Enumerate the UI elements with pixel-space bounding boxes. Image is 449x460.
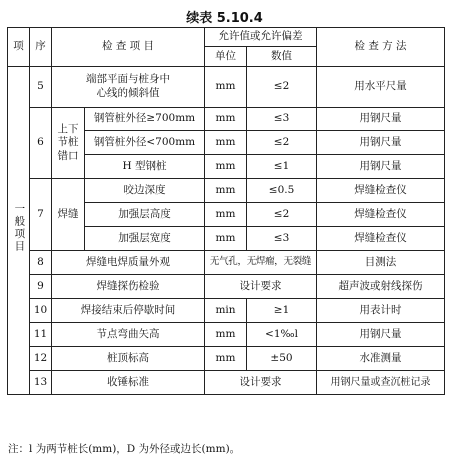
header-check-item: 检 查 项 目 (52, 28, 205, 67)
value-cell: ≤0.5 (247, 179, 317, 203)
item-cell: 桩顶标高 (52, 347, 205, 371)
table-row (8, 323, 445, 347)
table-row (8, 179, 445, 203)
seq-cell: 5 (30, 67, 52, 108)
unit-cell: mm (205, 347, 247, 371)
item-cell: 焊缝探伤检验 (52, 275, 205, 299)
value-cell: ±50 (247, 347, 317, 371)
group-label-cell (8, 67, 30, 395)
header-row-1 (8, 28, 445, 47)
header-seq: 序 (30, 28, 52, 67)
subgroup-cell: 上下节桩错口 (52, 108, 85, 179)
value-cell: ≤2 (247, 131, 317, 155)
item-cell: 加强层高度 (85, 203, 205, 227)
value-cell: ≤1 (247, 155, 317, 179)
seq-cell: 8 (30, 251, 52, 275)
item-cell: 节点弯曲矢高 (52, 323, 205, 347)
table-row (8, 275, 445, 299)
value-cell: ≤2 (247, 67, 317, 108)
item-cell: 焊接结束后停歇时间 (52, 299, 205, 323)
item-cell: 收锤标准 (52, 371, 205, 395)
table-title: 续表 5.10.4 (186, 11, 263, 26)
method-cell: 用表计时 (317, 299, 445, 323)
unit-cell: mm (205, 227, 247, 251)
seq-cell: 6 (30, 108, 52, 179)
item-cell: 加强层宽度 (85, 227, 205, 251)
item-cell: 咬边深度 (85, 179, 205, 203)
item-cell: 端部平面与桩身中心线的倾斜值 (52, 67, 205, 108)
method-cell: 用钢尺量 (317, 131, 445, 155)
value-cell: 设计要求 (205, 275, 317, 299)
method-cell: 用钢尺量 (317, 323, 445, 347)
unit-cell: mm (205, 108, 247, 131)
table-row (8, 251, 445, 275)
header-method: 检 查 方 法 (317, 28, 445, 67)
item-cell: H 型钢桩 (85, 155, 205, 179)
seq-cell: 7 (30, 179, 52, 251)
method-cell: 焊缝检查仪 (317, 179, 445, 203)
value-cell: ≤2 (247, 203, 317, 227)
unit-cell: mm (205, 155, 247, 179)
table-row (8, 371, 445, 395)
unit-cell: mm (205, 179, 247, 203)
value-cell: 无气孔，无焊瘤，无裂缝 (205, 251, 317, 275)
method-cell: 用钢尺量 (317, 108, 445, 131)
seq-cell: 13 (30, 371, 52, 395)
value-cell: ≤3 (247, 227, 317, 251)
seq-cell: 12 (30, 347, 52, 371)
method-cell: 焊缝检查仪 (317, 203, 445, 227)
item-cell: 钢管桩外径<700mm (85, 131, 205, 155)
table-row (8, 67, 445, 108)
unit-cell: mm (205, 131, 247, 155)
item-cell: 钢管桩外径≥700mm (85, 108, 205, 131)
method-cell: 超声波或射线探伤 (317, 275, 445, 299)
unit-cell: min (205, 299, 247, 323)
table-row (8, 299, 445, 323)
unit-cell: mm (205, 67, 247, 108)
group-label: 一般项目 (13, 203, 26, 254)
header-unit: 单位 (205, 47, 247, 67)
seq-cell: 11 (30, 323, 52, 347)
method-cell: 用钢尺量或查沉桩记录 (317, 371, 445, 395)
method-cell: 焊缝检查仪 (317, 227, 445, 251)
method-cell: 用水平尺量 (317, 67, 445, 108)
table-row (8, 108, 445, 131)
header-item: 项 (8, 28, 30, 67)
item-cell: 焊缝电焊质量外观 (52, 251, 205, 275)
header-value: 数值 (247, 47, 317, 67)
method-cell: 目测法 (317, 251, 445, 275)
value-cell: <1‰l (247, 323, 317, 347)
seq-cell: 9 (30, 275, 52, 299)
unit-cell: mm (205, 203, 247, 227)
value-cell: 设计要求 (205, 371, 317, 395)
unit-cell: mm (205, 323, 247, 347)
value-cell: ≥1 (247, 299, 317, 323)
subgroup-cell: 焊缝 (52, 179, 85, 251)
value-cell: ≤3 (247, 108, 317, 131)
method-cell: 水准测量 (317, 347, 445, 371)
table-row (8, 347, 445, 371)
inspection-table (7, 27, 445, 395)
header-allowed: 允许值或允许偏差 (205, 28, 317, 47)
table-note: 注：l 为两节桩长(mm)，D 为外径或边长(mm)。 (8, 443, 241, 455)
seq-cell: 10 (30, 299, 52, 323)
method-cell: 用钢尺量 (317, 155, 445, 179)
